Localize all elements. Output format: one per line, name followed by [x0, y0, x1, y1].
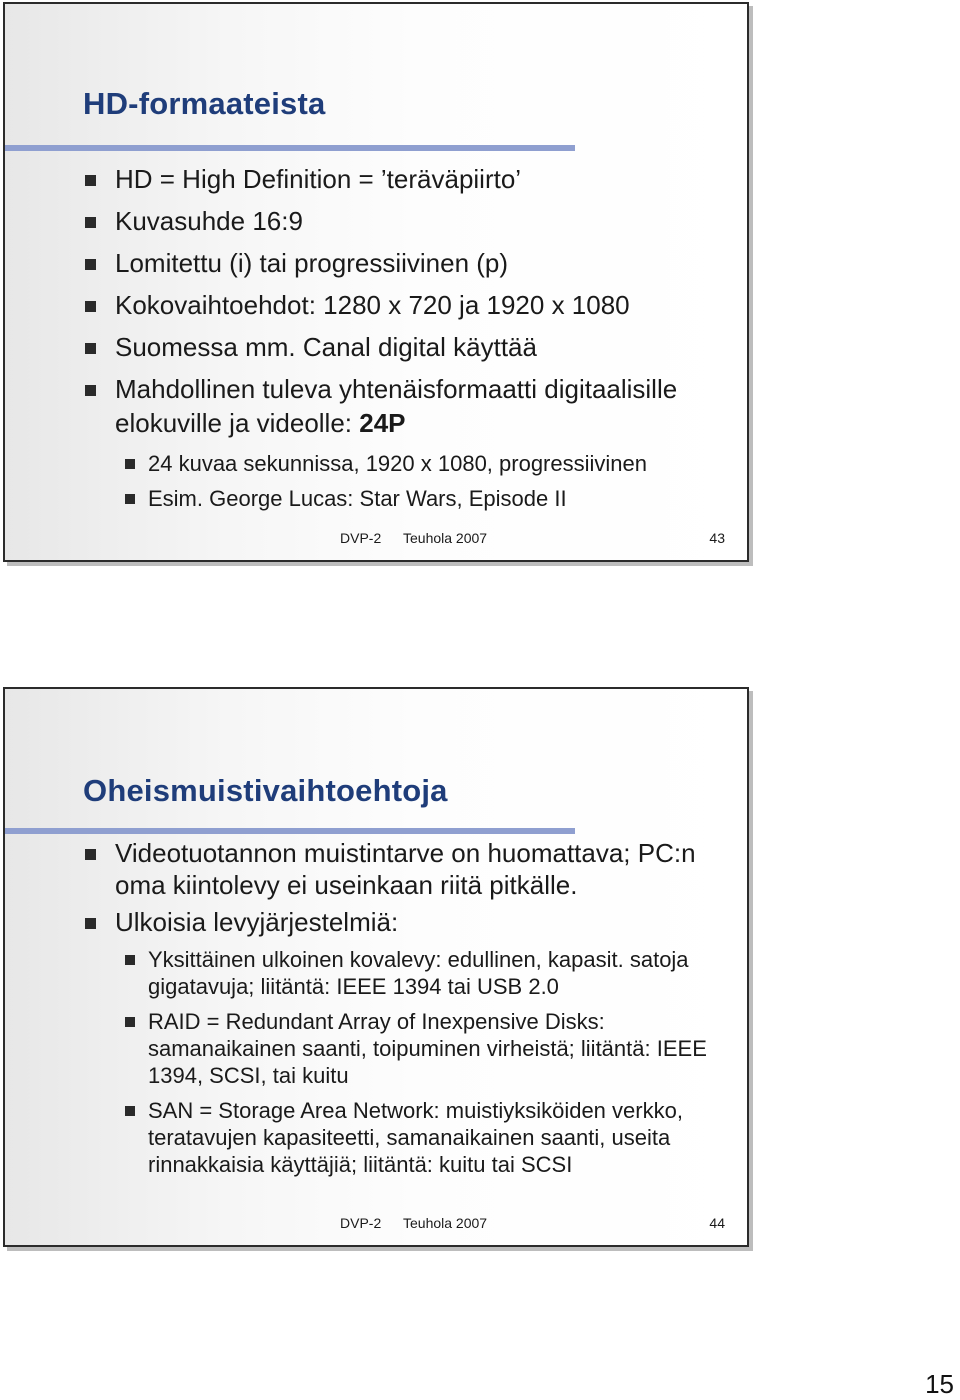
square-bullet-icon — [85, 175, 96, 186]
bullet-text: Suomessa mm. Canal digital käyttää — [115, 332, 537, 362]
sub-bullet-item — [85, 485, 727, 512]
footer-author: Teuhola 2007 — [403, 530, 488, 546]
bullet-text: Videotuotannon muistintarve on huomattava; PC:n oma kiintolevy ei useinkaan riitä pitkälle. — [115, 838, 696, 900]
square-bullet-icon — [85, 918, 96, 929]
square-bullet-icon — [125, 459, 135, 469]
slide-title: Oheismuistivaihtoehtoja — [83, 773, 448, 808]
bullet-item — [85, 372, 727, 440]
sub-bullet-item — [85, 1097, 727, 1178]
slide-footer — [5, 530, 747, 548]
bullet-text: Kokovaihtoehdot: 1280 x 720 ja 1920 x 1080 — [115, 290, 630, 320]
sub-bullet-item — [85, 946, 727, 1000]
bullet-text: HD = High Definition = ’teräväpiirto’ — [115, 164, 522, 194]
bullet-text: Kuvasuhde 16:9 — [115, 206, 303, 236]
bullet-item — [85, 906, 727, 938]
footer-course: DVP-2 — [340, 1215, 382, 1231]
sub-bullet-text: RAID = Redundant Array of Inexpensive Disks: samanaikainen saanti, toipuminen virheistä; liitäntä: IEEE 1394, SCSI, tai kuitu — [148, 1009, 707, 1088]
bullet-item — [85, 330, 727, 364]
sub-bullet-text: Esim. George Lucas: Star Wars, Episode II — [148, 486, 567, 511]
square-bullet-icon — [85, 385, 96, 396]
bullet-text: Ulkoisia levyjärjestelmiä: — [115, 907, 399, 937]
square-bullet-icon — [125, 955, 135, 965]
square-bullet-icon — [85, 343, 96, 354]
bullet-item — [85, 246, 727, 280]
square-bullet-icon — [85, 217, 96, 228]
slide-2 — [3, 687, 749, 1247]
bullet-item — [85, 837, 727, 901]
slide-number: 44 — [709, 1215, 725, 1231]
slide-footer — [5, 1215, 747, 1233]
slide-title: HD-formaateista — [83, 86, 326, 121]
square-bullet-icon — [125, 1017, 135, 1027]
sub-bullet-text: 24 kuvaa sekunnissa, 1920 x 1080, progressiivinen — [148, 451, 647, 476]
bullet-text: Mahdollinen tuleva yhtenäisformaatti digitaalisille elokuville ja videolle: — [115, 374, 678, 438]
square-bullet-icon — [125, 1106, 135, 1116]
bullet-item — [85, 288, 727, 322]
sub-bullet-item — [85, 1008, 727, 1089]
title-divider — [5, 145, 575, 151]
sub-bullet-item — [85, 450, 727, 477]
sub-bullet-text: Yksittäinen ulkoinen kovalevy: edullinen, kapasit. satoja gigatavuja; liitäntä: IEEE 1394 tai USB 2.0 — [148, 947, 689, 999]
bullet-text: Lomitettu (i) tai progressiivinen (p) — [115, 248, 509, 278]
square-bullet-icon — [85, 301, 96, 312]
sub-bullet-text: SAN = Storage Area Network: muistiyksiköiden verkko, teratavujen kapasiteetti, samanaikainen saanti, useita rinnakkaisia käyttäjiä; liitäntä: kuitu tai SCSI — [148, 1098, 683, 1177]
bullet-bold-text: 24P — [359, 408, 406, 438]
square-bullet-icon — [125, 494, 135, 504]
slide-number: 43 — [709, 530, 725, 546]
bullet-list — [85, 837, 727, 1186]
footer-author: Teuhola 2007 — [403, 1215, 488, 1231]
bullet-list — [85, 162, 727, 520]
bullet-item — [85, 204, 727, 238]
square-bullet-icon — [85, 259, 96, 270]
square-bullet-icon — [85, 849, 96, 860]
page-number: 15 — [925, 1369, 954, 1399]
bullet-item — [85, 162, 727, 196]
title-divider — [5, 828, 575, 834]
footer-course: DVP-2 — [340, 530, 382, 546]
slide-1 — [3, 2, 749, 562]
